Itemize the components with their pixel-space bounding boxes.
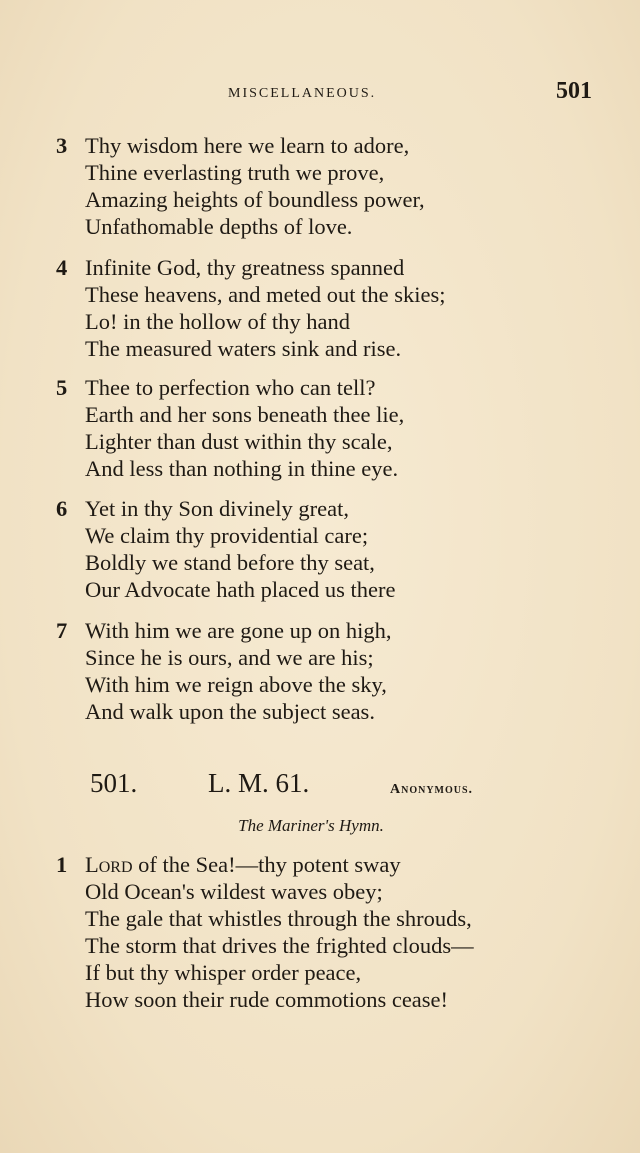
verse-line: And less than nothing in thine eye. — [85, 456, 399, 481]
verse-5 — [56, 374, 596, 482]
verse-line: With him we are gone up on high, — [85, 618, 392, 643]
verse-line: Boldly we stand before thy seat, — [85, 550, 375, 575]
page-number: 501 — [556, 78, 592, 104]
verse-line: Old Ocean's wildest waves obey; — [85, 879, 383, 904]
verse-line: Earth and her sons beneath thee lie, — [85, 402, 405, 427]
verse-line: These heavens, and meted out the skies; — [85, 282, 446, 307]
verse-line: We claim thy providential care; — [85, 523, 369, 548]
first-word: Lord — [85, 852, 133, 877]
verse-line: Our Advocate hath placed us there — [85, 577, 396, 602]
hymn-number: 501. — [90, 768, 138, 798]
verse-line — [56, 851, 626, 878]
hymn-meter: L. M. 61. — [208, 768, 310, 798]
verse-line: With him we reign above the sky, — [85, 672, 387, 697]
verse-line: The storm that drives the frighted clouds— — [85, 933, 474, 958]
verse-line: Lighter than dust within thy scale, — [85, 429, 393, 454]
hymn-title: The Mariner's Hymn. — [238, 816, 384, 835]
verse-3 — [56, 132, 596, 240]
verse-line: Amazing heights of boundless power, — [85, 187, 425, 212]
hymn-heading — [90, 768, 530, 802]
verse-6 — [56, 495, 596, 603]
verse-number: 3 — [56, 133, 68, 158]
hymn-author: Anonymous. — [390, 782, 474, 797]
verse-line: Thy wisdom here we learn to adore, — [85, 133, 410, 158]
hymn-verse-1 — [56, 851, 626, 1013]
verse-7 — [56, 617, 596, 725]
verse-line: Thee to perfection who can tell? — [85, 375, 376, 400]
verse-line: If but thy whisper order peace, — [85, 960, 362, 985]
verse-line: Yet in thy Son divinely great, — [85, 496, 349, 521]
verse-line: Thine everlasting truth we prove, — [85, 160, 385, 185]
running-head: MISCELLANEOUS. — [228, 86, 377, 101]
first-line-rest: of the Sea!—thy potent sway — [132, 852, 401, 877]
verse-number: 6 — [56, 496, 68, 521]
verse-number: 5 — [56, 375, 68, 400]
verse-line: Infinite God, thy greatness spanned — [85, 255, 405, 280]
verse-line: How soon their rude commotions cease! — [85, 987, 449, 1012]
verse-line: The gale that whistles through the shrouds, — [85, 906, 472, 931]
verse-number: 1 — [56, 852, 68, 877]
verse-line: Unfathomable depths of love. — [85, 214, 353, 239]
verse-number: 4 — [56, 255, 68, 280]
verse-line: Since he is ours, and we are his; — [85, 645, 374, 670]
verse-line: And walk upon the subject seas. — [85, 699, 375, 724]
verse-4 — [56, 254, 596, 362]
verse-number: 7 — [56, 618, 68, 643]
verse-line: The measured waters sink and rise. — [85, 336, 402, 361]
verse-line: Lo! in the hollow of thy hand — [85, 309, 350, 334]
